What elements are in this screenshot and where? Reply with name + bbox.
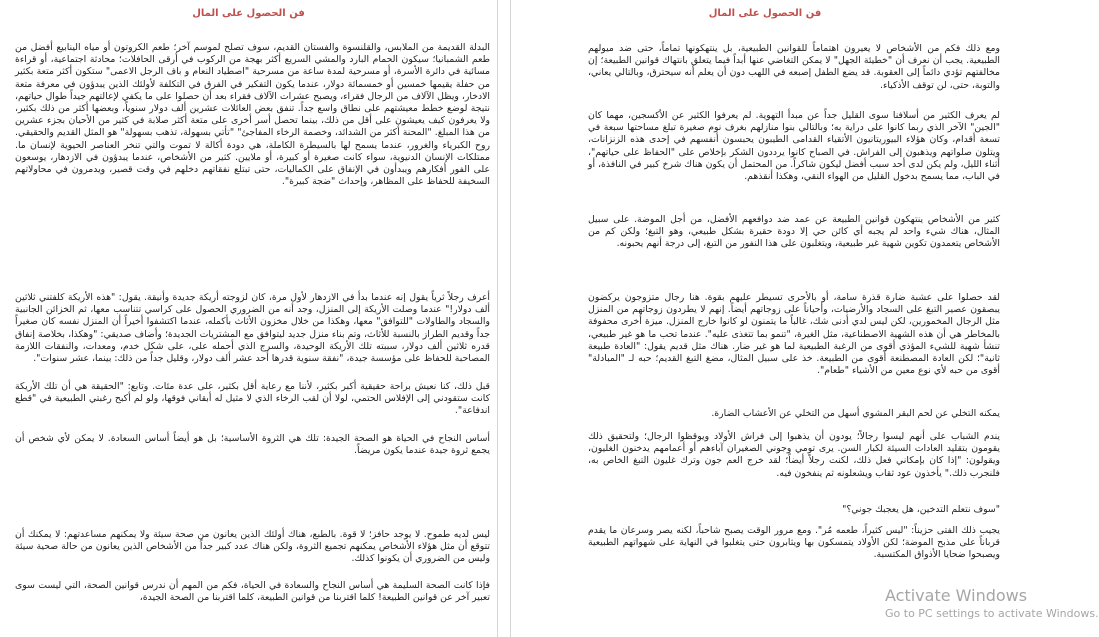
right-page-header: فن الحصول على المال (708, 8, 822, 19)
left-paragraph-4: أساس النجاح في الحياة هو الصحة الجيدة: تلك هي الثروة الأساسية؛ بل هو أيضاً أساس السعادة. لا يمكن لأي شخص أن يجمع ثروة جيدة عندما يكون مريضاً. (15, 433, 490, 457)
right-paragraph-6: يندم الشباب على أنهم ليسوا رجالاً؛ يودون أن يذهبوا إلى فراش الأولاد ويوقظوا الرجال؛ ولتحقيق ذلك يقومون بتقليد العادات السيئة لكبار السن. يرى تومي وجوني الصغيران آباءهم أو أعمامهم يدخنون الغليون، ويقولون: "إذا كان بإمكاني فعل ذلك، لكنت رجلاً أيضاً؛ لقد خرج العم جون وترك غليون التبغ الخاص به، فلنجرب ذلك." يأخذون عود ثقاب ويشعلونه ثم ينفخون فيه. (588, 431, 1000, 479)
left-page (0, 0, 497, 637)
right-page (511, 0, 1019, 637)
right-paragraph-7: "سوف نتعلم التدخين، هل يعجبك جوني؟" (842, 504, 1000, 515)
right-paragraph-2: لم يعرف الكثير من أسلافنا سوى القليل جداً عن مبدأ التهوية. لم يعرفوا الكثير عن الأكسجين، مهما كان "الجين" الآخر الذي ربما كانوا على دراية به؛ وبالتالي بنوا منازلهم بغرف نوم صغيرة تبلغ مساحتها سبعة في تسعة أقدام، وكان هؤلاء البيوريتانيون الأتقياء القدامى الطيبون يحبسون أنفسهم في إحدى هذه الزنزانات، ويتلون صلواتهم ويذهبون إلى الفراش. في الصباح كانوا يرددون الشكر بإخلاص على "الحفاظ على حياتهم"، أثناء الليل، ولم يكن لدى أحد سبب أفضل ليكون شاكراً. من المحتمل أن يكون هناك شرخ كبير في النافذة، أو في الباب، مما يسمح بدخول القليل من الهواء النقي، وهكذا أنقذهم. (588, 110, 1000, 183)
watermark-subtitle: Go to PC settings to activate Windows. (885, 607, 1099, 620)
left-paragraph-2: أعرف رجلاً ثرياً يقول إنه عندما بدأ في الازدهار لأول مرة، كان لزوجته أريكة جديدة وأنيقة. يقول: "هذه الأريكة كلفتني ثلاثين ألف دولار!" عندما وصلت الأريكة إلى المنزل، وجد أنه من الضروري الحصول على كراسي تتناسب معها، ثم الخزائن الجانبية والسجاد والطاولات "للتوافق" معها، وهكذا من خلال مخزون الأثاث بأكمله، عندما اكتشفوا أخيراً أن المنزل نفسه كان صغيراً جداً وقديم الطراز بالنسبة للأثاث، وتم بناء منزل جديد ليتوافق مع المشتريات الجديدة؛ وأضاف صديقي: "وهكذا، بخلاصة إنفاق قدره ثلاثين ألف دولار، سببته تلك الأريكة الوحيدة، والسرج الذي أحمله على، على شكل خدم، ومعدات، والنفقات اللازمة المصاحبة للحفاظ على مؤسسة جيدة، "نفقة سنوية قدرها أحد عشر ألف دولار، وقليل جداً من ذلك: بينما، عشر سنوات". (15, 292, 490, 365)
left-paragraph-3: قبل ذلك، كنا نعيش براحة حقيقية أكبر بكثير، لأننا مع رعاية أقل بكثير، على عدة مئات. وتابع: "الحقيقة هي أن تلك الأريكة كانت ستقودني إلى الإفلاس الحتمي، لولا أن لقب الرخاء الذي لا مثيل له أبقاني فوقها، ولو لم أكبح رغبتي الطبيعية في "قطع اندفاعة". (15, 381, 490, 417)
right-paragraph-8: يجيب ذلك الفتى حزيناً: "ليس كثيراً، طعمه مُر". ومع مرور الوقت يصبح شاحباً، لكنه يصر وسرعان ما يقدم قرباناً على مذبح الموضة؛ لكن الأولاد يتمسكون بها ويثابرون حتى يتغلبوا في النهاية على شهواتهم الطبيعية ويصبحوا ضحايا الأذواق المكتسبة. (588, 525, 1000, 561)
left-paragraph-5: ليس لديه طموح. لا يوجد حافز؛ لا قوة. بالطبع، هناك أولئك الذين يعانون من صحة سيئة ولا يمكنهم مساعدتهم: لا يمكنك أن تتوقع أن مثل هؤلاء الأشخاص يمكنهم تجميع الثروة، ولكن هناك عدد كبير جداً من الأشخاص الذين يعانون من حالة صحية سيئة وليس من الضروري أن يكونوا كذلك. (15, 529, 490, 565)
right-paragraph-1: ومع ذلك فكم من الأشخاص لا يعيرون اهتماماً للقوانين الطبيعية، بل ينتهكونها تماماً، حتى ضد ميولهم الطبيعية. يجب أن نعرف أن "خطيئة الجهل" لا يمكن التغاضي عنها أبداً فيما يتعلق بانتهاك قوانين الطبيعة؛ إن مخالفتهم تؤدي دائماً إلى العقوبة. قد يضع الطفل إصبعه في اللهب دون أن يعلم أنه سيحترق، وبالتالي يعاني، والتوبة، حتى، لن توقف الأذكياء. (588, 43, 1000, 91)
right-paragraph-5: يمكنه التخلي عن لحم البقر المشوي أسهل من التخلي عن الأعشاب الضارة. (711, 408, 1000, 419)
page-gutter (497, 0, 511, 637)
watermark-title: Activate Windows (885, 586, 1028, 605)
right-paragraph-3: كثير من الأشخاص ينتهكون قوانين الطبيعة عن عمد ضد دوافعهم الأفضل، من أجل الموضة. على سبيل المثال، هناك شيء واحد لم يجبه أي كائن حي إلا دودة حقيرة بشكل طبيعي، وهو التبغ؛ ولكن كم من الأشخاص يتعمدون تكوين شهية غير طبيعية، ويتغلبون على هذا النفور من التبغ، إلى درجة أنهم يحبونه. (588, 214, 1000, 250)
right-paragraph-4: لقد حصلوا على عشبة ضارة قذرة سامة، أو بالأحرى تسيطر عليهم بقوة. هنا رجال متزوجون يركضون يبصقون عصير التبغ على السجاد والأرضيات، وأحياناً على زوجاتهم أيضاً. إنهم لا يطردون زوجاتهم من المنزل مثل الرجال المخمورين، لكن ليس لدي أدنى شك، غالباً ما يتمنون لو كانوا خارج المنزل. ميزة أخرى محفوفة بالمخاطر هي أن هذه الشهية الاصطناعية، مثل الغيرة، "تنمو بما تتغذى عليه". عندما تحب ما هو غير طبيعي، تنشأ شهية للشيء المؤذي أقوى من الرغبة الطبيعية لما هو غير ضار. هناك مثل قديم يقول: "العادة طبيعة ثانية"؛ لكن العادة المصطنعة أقوى من الطبيعة. خذ على سبيل المثال، مضغ التبغ القديم؛ حبه لـ "المبادلة" أقوى من حبه لأي نوع معين من الأشياء "طعام". (588, 292, 1000, 377)
left-paragraph-1: البدلة القديمة من الملابس، والقلنسوة والفستان القديم، سوف تصلح لموسم آخر؛ طعم الكروتون أو مياه الينابيع أفضل من طعم الشمبانيا؛ سيكون الحمام البارد والمشي السريع أكثر بهجة من الركوب في أرقى الحافلات؛ محادثة اجتماعية، أو قراءة مسائية في دائرة الأسرة، أو مسرحية لمدة ساعة من مسرحية "اصطياد النعام و باف الرجل الاعمى" ستكون أكثر متعة بكثير من حفلة يقيمها خمسين أو خمسمائة دولار، عندما يكون التفكير في الفرق في التكلفة لأولئك الذين يبدؤون في معرفة متعة الادخار، ويظل الآلاف من الرجال فقراء، ويصبح عشرات الآلاف فقراء بعد أن حصلوا على ما يكفي لإعالتهم جيداً طوال حياتهم، نتيجة لوضع خطط معيشتهم على نطاق واسع جداً. تنفق بعض العائلات عشرين ألف دولار سنوياً، وبعضها أكثر من ذلك بكثير، ولا يعرفون كيف يعيشون على أقل من ذلك، بينما تحصل أسر أخرى على متعة أكثر صلابة في كثير من الأحيان بجزء عشرين من هذا المبلغ. "المحنة أكثر من الشدائد، وخصمة الرخاء المفاجئ" "تأتي بسهولة، تذهب بسهولة" هو المثل القديم والحقيقي. روح الكبرياء والغرور، عندما يسمح لها بالسيطرة الكاملة، هي دودة أكالة لا تموت والتي تنخر العناصر الحيوية لإنسان ما. ممتلكات الإنسان الدنيوية، سواء كانت صغيرة أو كبيرة، أو ملايين. كثير من الأشخاص، عندما يبدؤون في الازدهار، يوسعون على الفور أفكارهم ويبدأون في الإنفاق على الكماليات، حتى تبتلع نفقاتهم دخلهم في وقت قصير، ويدمرون في محاولاتهم السخيفة للحفاظ على المظاهر، وإحداث "ضجة كبيرة". (15, 42, 490, 188)
left-page-header: فن الحصول على المال (192, 8, 305, 19)
left-paragraph-6: فإذا كانت الصحة السليمة هي أساس النجاح والسعادة في الحياة، فكم من المهم أن ندرس قوانين الصحة، التي ليست سوى تعبير آخر عن قوانين الطبيعة! كلما اقتربنا من قوانين الطبيعة، كلما اقتربنا من الصحة الجيدة، (15, 580, 490, 604)
